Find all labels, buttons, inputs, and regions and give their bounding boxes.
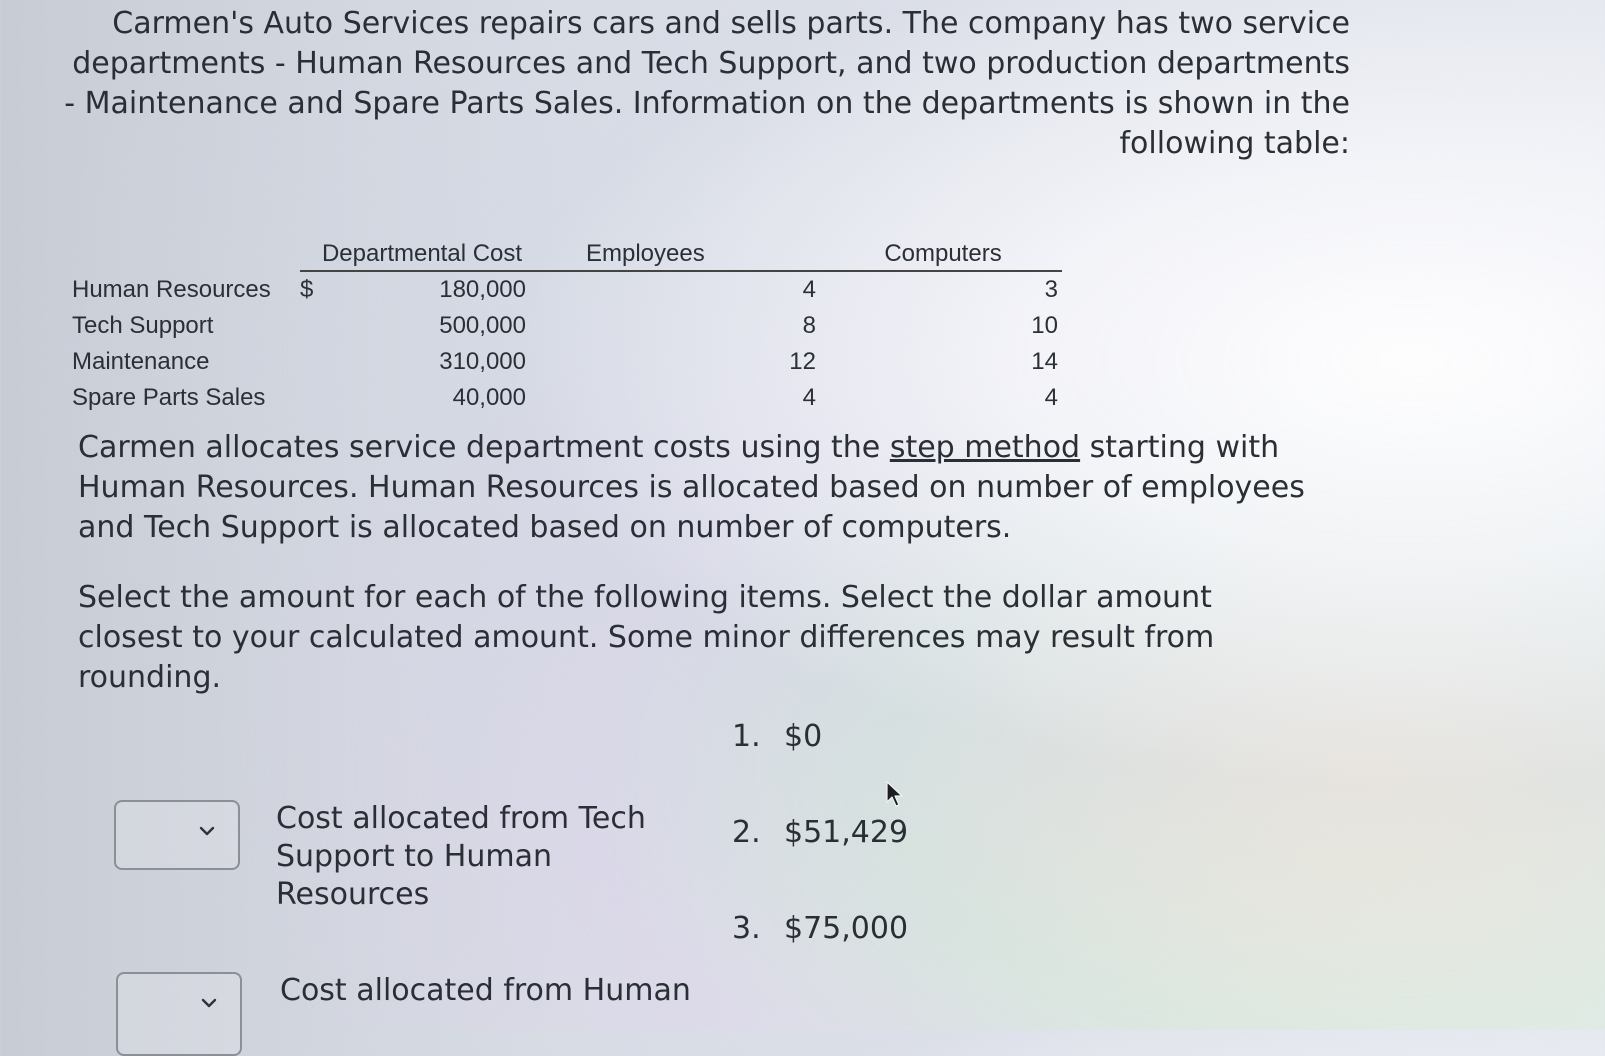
table-row [72, 271, 1062, 308]
item-label-from-hr: Cost allocated from Human [280, 973, 691, 1008]
answer-option [732, 712, 908, 808]
department-name: Maintenance [72, 348, 210, 375]
table-row [72, 308, 1062, 344]
allocation-text-end: starting with Human Resources. Human Resources is allocated based on number of employees and Tech Support is allocated based on number of computers. [78, 430, 1305, 545]
currency-symbol-empty [300, 380, 320, 416]
header-blank [72, 236, 300, 271]
header-computers: Computers [828, 236, 1062, 271]
department-name: Tech Support [72, 312, 214, 339]
option-value: $75,000 [784, 911, 909, 946]
intro-paragraph: Carmen's Auto Services repairs cars and sells parts. The company has two service departments - Human Resources and Tech Support, and two production departments - Maintenance and Spare Parts Sales. Information on the departments is shown in the following table: [64, 6, 1350, 161]
header-employees: Employees [536, 236, 828, 271]
mouse-pointer-icon [884, 780, 904, 808]
option-value: $51,429 [784, 815, 909, 850]
table-header-row [72, 236, 1062, 271]
department-table [72, 236, 1062, 416]
currency-symbol-empty [300, 344, 320, 380]
chevron-down-icon [198, 824, 216, 838]
department-name: Spare Parts Sales [72, 384, 266, 411]
department-cost: 40,000 [452, 384, 526, 411]
answer-options-list [732, 712, 908, 1000]
table-row [72, 380, 1062, 416]
header-departmental-cost: Departmental Cost [300, 236, 536, 271]
allocation-paragraph [78, 428, 1318, 548]
chevron-down-icon [200, 996, 218, 1010]
step-method-link[interactable]: step method [889, 430, 1081, 465]
answer-select-tech-to-hr[interactable] [114, 800, 240, 870]
answer-option [732, 808, 908, 904]
instructions-paragraph: Select the amount for each of the following items. Select the dollar amount closest to your calculated amount. Some minor differences may result from rounding. [78, 580, 1215, 695]
option-number: 1. [732, 719, 761, 754]
currency-symbol-empty [300, 308, 320, 344]
allocation-text-start: Carmen allocates service department costs using the [78, 430, 890, 465]
department-cost: 310,000 [439, 348, 526, 375]
item-label-tech-to-hr: Cost allocated from Tech Support to Human Resources [276, 801, 646, 912]
department-computers: 14 [1031, 348, 1058, 375]
option-value: $0 [784, 719, 823, 754]
department-cost: 500,000 [439, 312, 526, 339]
department-name: Human Resources [72, 275, 271, 303]
department-computers: 4 [1044, 384, 1058, 411]
currency-symbol: $ [300, 276, 314, 303]
option-number: 3. [732, 911, 761, 946]
department-employees: 4 [802, 384, 816, 411]
table-row [72, 344, 1062, 380]
department-employees: 8 [802, 312, 816, 339]
option-number: 2. [732, 815, 761, 850]
answer-select-from-hr[interactable] [116, 972, 242, 1056]
department-employees: 12 [789, 348, 816, 375]
department-computers: 3 [1044, 276, 1058, 303]
department-employees: 4 [802, 276, 816, 303]
answer-option [732, 904, 908, 1000]
department-computers: 10 [1031, 312, 1058, 339]
department-cost: 180,000 [439, 276, 526, 303]
